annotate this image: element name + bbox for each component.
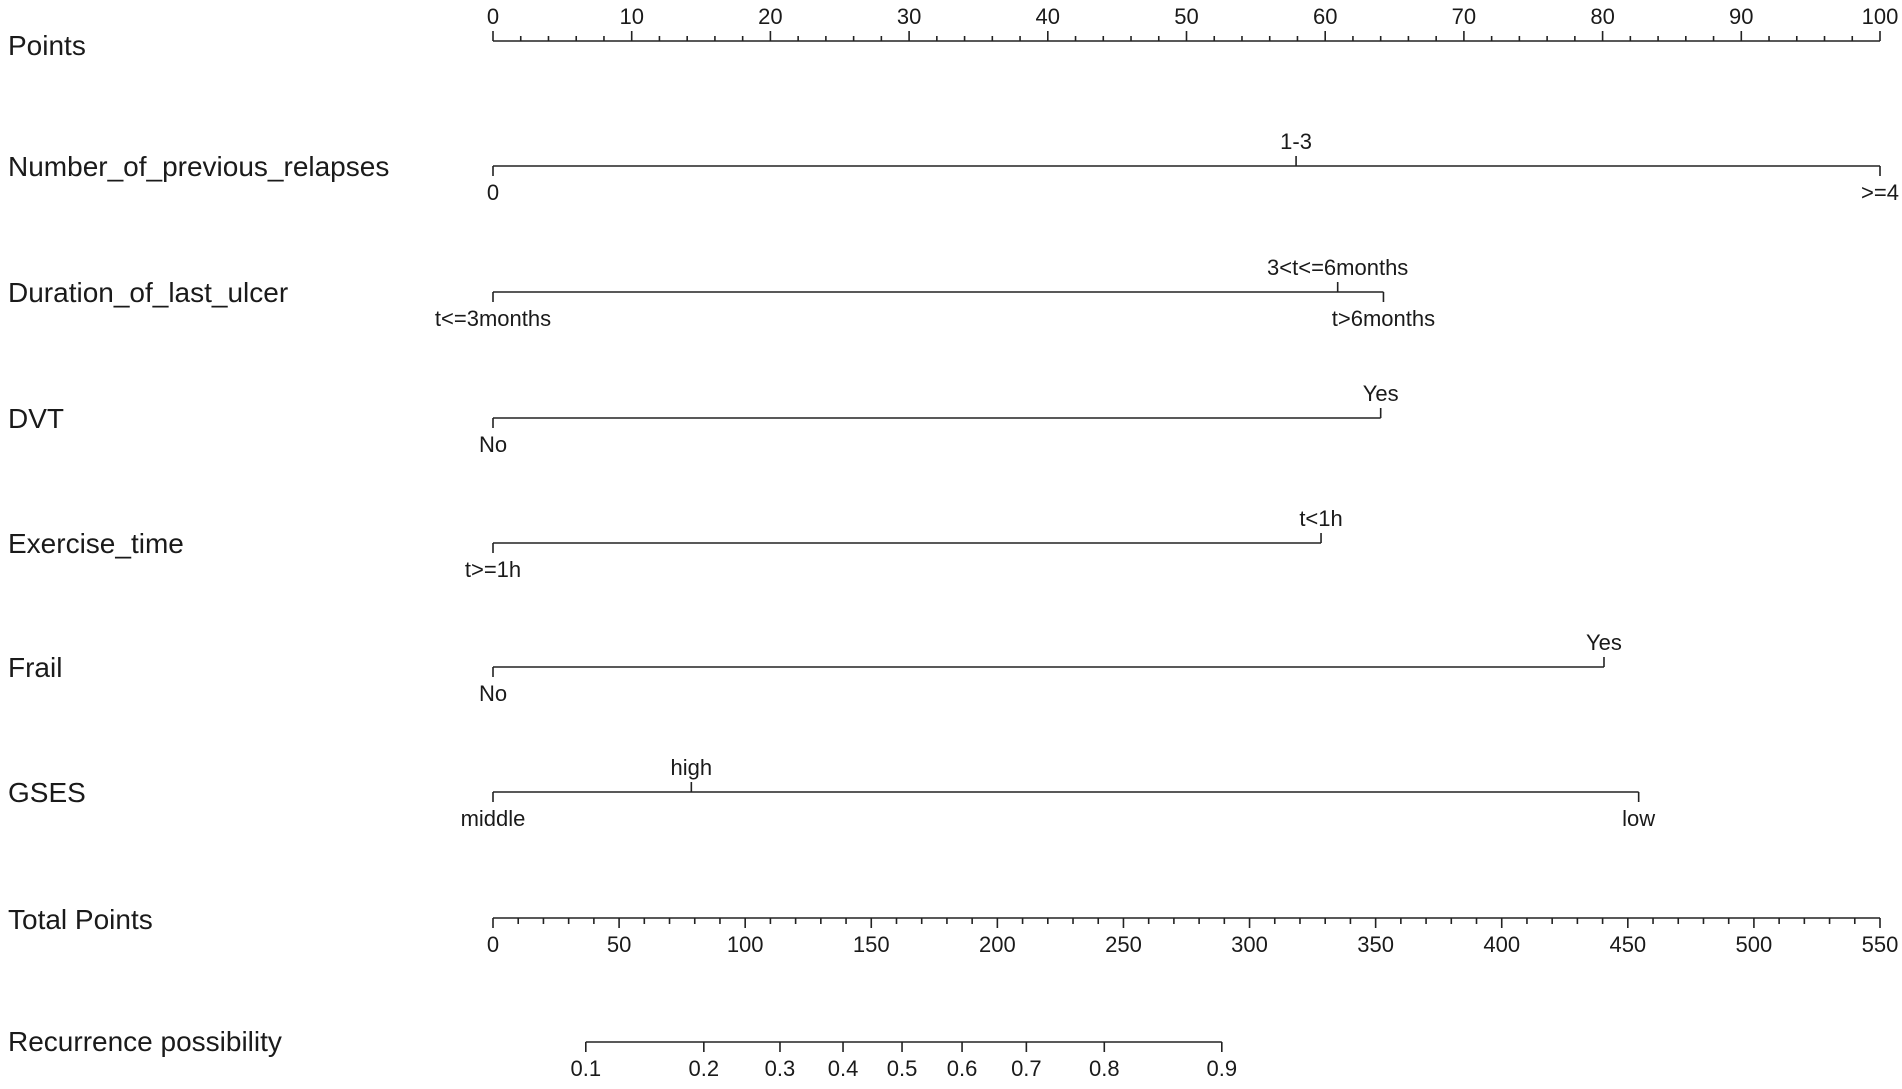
total-points-tick-label: 0 [486,932,500,957]
variable-rows [8,129,1899,831]
recurrence-possibility-row [8,1026,1237,1081]
level-label: middle [460,806,526,831]
variable-row-number-of-previous-relapses [8,129,1899,205]
recurrence-tick-label: 0.9 [1206,1056,1238,1081]
points-tick-label: 10 [619,4,644,29]
total-points-title: Total Points [8,904,153,935]
level-label: Yes [1586,630,1622,655]
points-scale-row [8,4,1898,61]
recurrence-tick-label: 0.5 [886,1056,918,1081]
total-points-tick-label: 50 [606,932,632,957]
recurrence-tick-label: 0.7 [1011,1056,1042,1081]
variable-name-label: Number_of_previous_relapses [8,151,390,182]
total-points-row [8,904,1898,957]
level-label: t<1h [1299,506,1343,531]
level-label: high [670,755,713,780]
level-label: low [1622,806,1656,831]
total-points-tick-label: 300 [1231,932,1268,957]
total-points-tick-label: 450 [1609,932,1647,957]
variable-name-label: GSES [8,777,86,808]
points-tick-label: 20 [758,4,783,29]
variable-row-duration-of-last-ulcer [8,255,1435,331]
level-label: 3<t<=6months [1267,255,1409,280]
level-label: t>6months [1331,306,1436,331]
recurrence-tick-label: 0.8 [1088,1056,1120,1081]
recurrence-tick-label: 0.2 [688,1056,720,1081]
variable-name-label: DVT [8,403,64,434]
level-label: 1-3 [1280,129,1312,154]
level-label: No [478,681,508,706]
points-scale-title: Points [8,30,86,61]
points-tick-label: 100 [1861,4,1899,29]
level-label: Yes [1362,381,1399,406]
points-tick-label: 60 [1312,4,1338,29]
recurrence-tick-label: 0.6 [946,1056,978,1081]
total-points-tick-label: 200 [979,932,1016,957]
total-points-tick-label: 250 [1105,932,1142,957]
points-tick-label: 80 [1590,4,1615,29]
total-points-tick-label: 550 [1861,932,1899,957]
points-tick-label: 90 [1729,4,1754,29]
variable-row-gses [8,755,1655,831]
level-label: >=4 [1861,180,1899,205]
level-label: 0 [486,180,500,205]
recurrence-tick-label: 0.3 [764,1056,796,1081]
level-label: t<=3months [434,306,552,331]
variable-name-label: Exercise_time [8,528,184,559]
variable-name-label: Frail [8,652,63,683]
level-label: t>=1h [464,557,522,582]
variable-row-frail [8,630,1622,706]
total-points-tick-label: 150 [852,932,890,957]
recurrence-tick-label: 0.4 [827,1056,859,1081]
points-tick-label: 50 [1174,4,1199,29]
points-tick-label: 0 [486,4,500,29]
points-tick-label: 70 [1451,4,1477,29]
level-label: No [478,432,508,457]
recurrence-possibility-title: Recurrence possibility [8,1026,282,1057]
total-points-tick-label: 100 [726,932,764,957]
total-points-tick-label: 350 [1357,932,1394,957]
variable-name-label: Duration_of_last_ulcer [8,277,289,308]
variable-row-exercise-time [8,506,1343,582]
variable-row-dvt [8,381,1399,457]
total-points-tick-label: 500 [1735,932,1773,957]
recurrence-tick-label: 0.1 [570,1056,602,1081]
points-tick-label: 30 [896,4,922,29]
total-points-tick-label: 400 [1483,932,1521,957]
points-tick-label: 40 [1035,4,1061,29]
